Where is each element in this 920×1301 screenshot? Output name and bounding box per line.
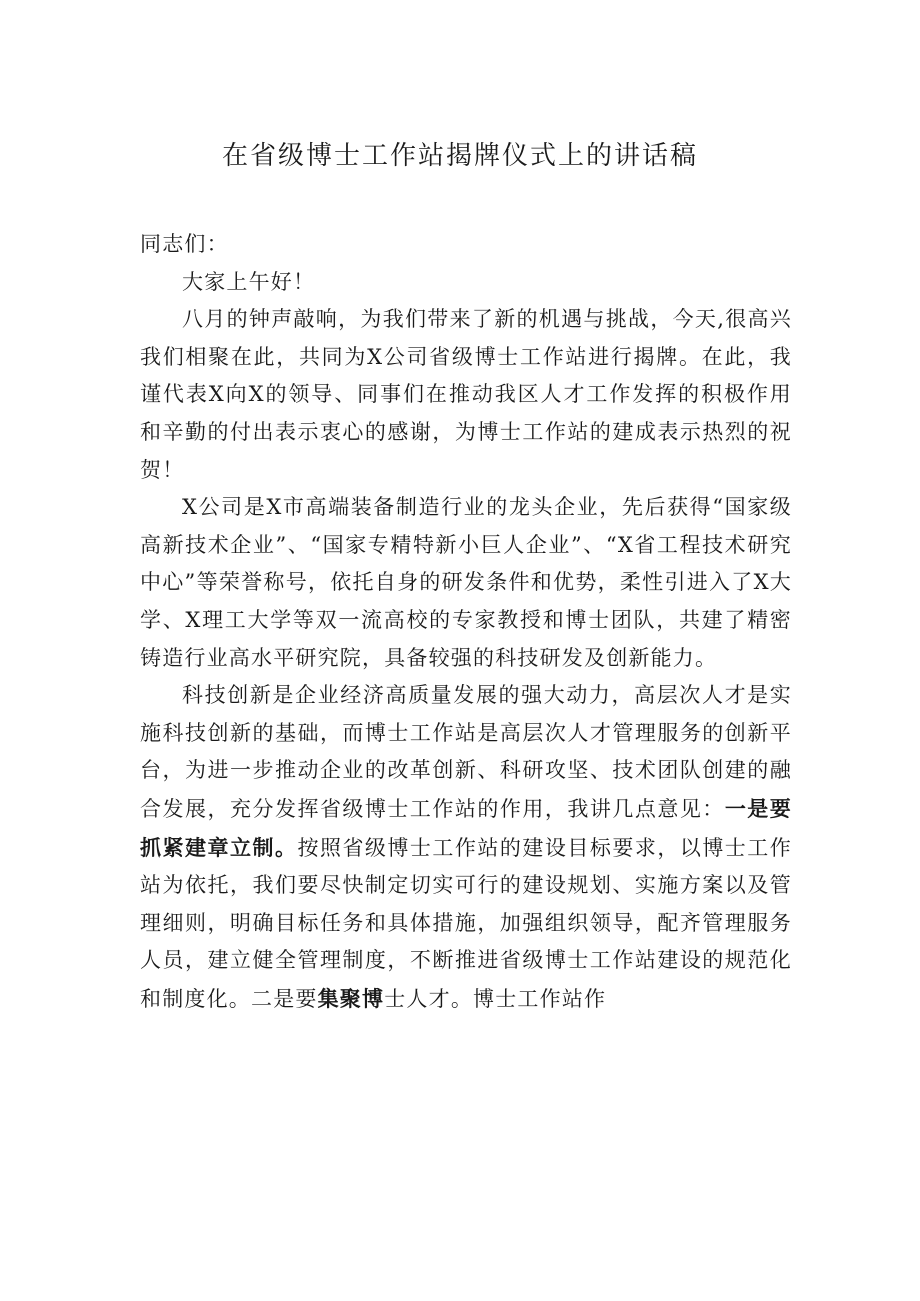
paragraph-company-intro: X公司是X市高端装备制造行业的龙头企业，先后获得“国家级高新技术企业”、“国家专精特新小巨人企业”、“X省工程技术研究中心”等荣誉称号，依托自身的研发条件和优势，柔性引进入了X大学、X理工大学等双一流高校的专家教授和博士团队，共建了精密铸造行业高水平研究院，具备较强的科技研发及创新能力。 [140,495,792,670]
paragraph-opinions [140,677,792,1018]
point1-text: 按照省级博士工作站的建设目标要求，以博士工作站为依托，我们要尽快制定切实可行的建设规划、实施方案以及管理细则，明确目标任务和具体措施，加强组织领导，配齐管理服务人员，建立健全管理制度，不断推进省级博士工作站建设的规范化和制度化。 [140,835,792,1011]
opinions-intro: 科技创新是企业经济高质量发展的强大动力，高层次人才是实施科技创新的基础，而博士工作站是高层次人才管理服务的创新平台，为进一步推动企业的改革创新、科研攻坚、技术团队创建的融合发展，充分发挥省级博士工作站的作用，我讲几点意见： [140,683,792,821]
point1-heading: 一是要抓紧建章立制。 [140,795,792,860]
point2-text: 士人才。博士工作站作 [384,986,607,1011]
greeting: 大家上午好！ [182,269,316,294]
point2-bold: 集聚博 [317,985,385,1011]
document-body [140,226,792,1018]
document-title: 在省级博士工作站揭牌仪式上的讲话稿 [221,141,698,171]
salutation: 同志们： [140,232,229,256]
point2-prefix: 二是要 [251,986,318,1011]
paragraph-opening: 八月的钟声敲响，为我们带来了新的机遇与挑战，今天,很高兴我们相聚在此，共同为X公司省级博士工作站进行揭牌。在此，我谨代表X向X的领导、同事们在推动我区人才工作发挥的积极作用和辛勤的付出表示衷心的感谢，为博士工作站的建成表示热烈的祝贺！ [140,307,792,482]
